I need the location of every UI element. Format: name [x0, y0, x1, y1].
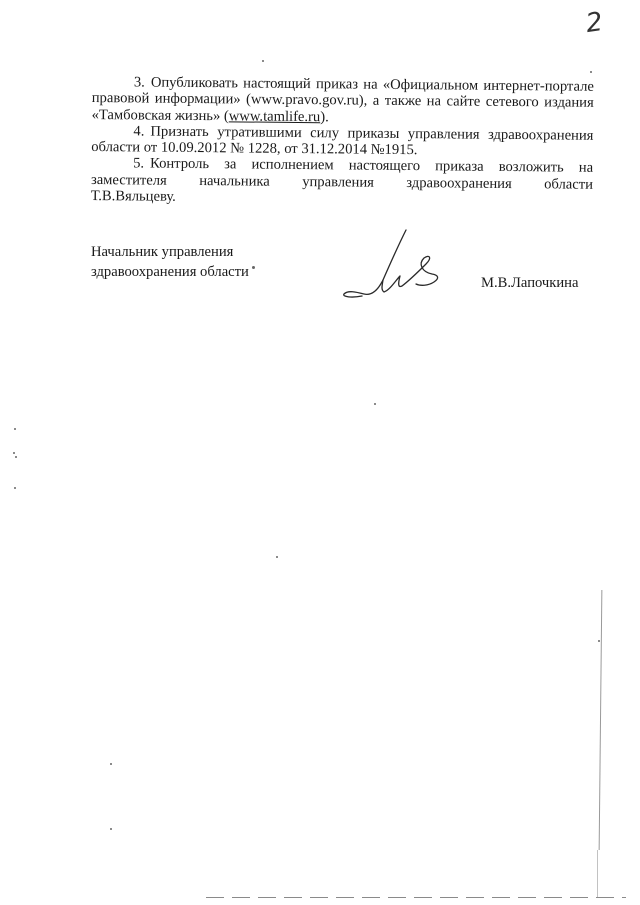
paragraph-number: 3.	[133, 74, 145, 91]
order-body	[91, 74, 594, 209]
signer-title	[91, 242, 291, 282]
paragraph-4	[91, 123, 593, 160]
scan-speck	[598, 640, 600, 642]
scan-speck	[262, 60, 264, 62]
paragraph-number: 5.	[133, 155, 145, 172]
paragraph-text: Опубликовать настоящий приказ на «Официальном интернет-портале правовой информации» (www.pravo.gov.ru), а также на сайте сетевого издания «Тамбовская жизнь» (	[91, 74, 594, 124]
tamlife-link[interactable]: www.tamlife.ru	[228, 107, 321, 125]
scan-speck	[15, 456, 17, 458]
scan-speck	[14, 428, 16, 430]
paragraph-text: Признать утратившими силу приказы управления здравоохранения области от 10.09.2012 № 1228, от 31.12.2014 №1915.	[91, 123, 594, 159]
handwritten-signature	[338, 228, 448, 310]
paragraph-text: Контроль за исполнением настоящего приказа возложить на заместителя начальника управления здравоохранения области Т.В.Вяльцеву.	[90, 156, 594, 205]
scan-edge-line	[599, 590, 603, 850]
scan-speck	[374, 403, 376, 405]
scan-bottom-edge	[206, 897, 626, 898]
paragraph-text-end: ).	[320, 108, 329, 125]
scan-speck	[14, 487, 16, 489]
scan-speck	[276, 556, 278, 558]
scan-speck	[252, 266, 255, 269]
paragraph-number: 4.	[133, 123, 145, 140]
scan-speck	[13, 452, 15, 454]
signer-name: М.В.Лапочкина	[481, 275, 579, 291]
paragraph-5	[91, 155, 593, 209]
signature-stroke-2	[382, 256, 438, 292]
scan-speck	[590, 71, 592, 73]
handwritten-page-number: 2	[583, 6, 605, 40]
signature-stroke-1	[344, 230, 406, 297]
scan-edge-line	[597, 850, 598, 898]
signer-title-line-1: Начальник управления	[91, 244, 234, 260]
scan-speck	[110, 763, 112, 765]
paragraph-3	[92, 74, 594, 128]
scan-speck	[110, 828, 112, 830]
signer-title-line-2: здравоохранения области	[91, 264, 249, 280]
